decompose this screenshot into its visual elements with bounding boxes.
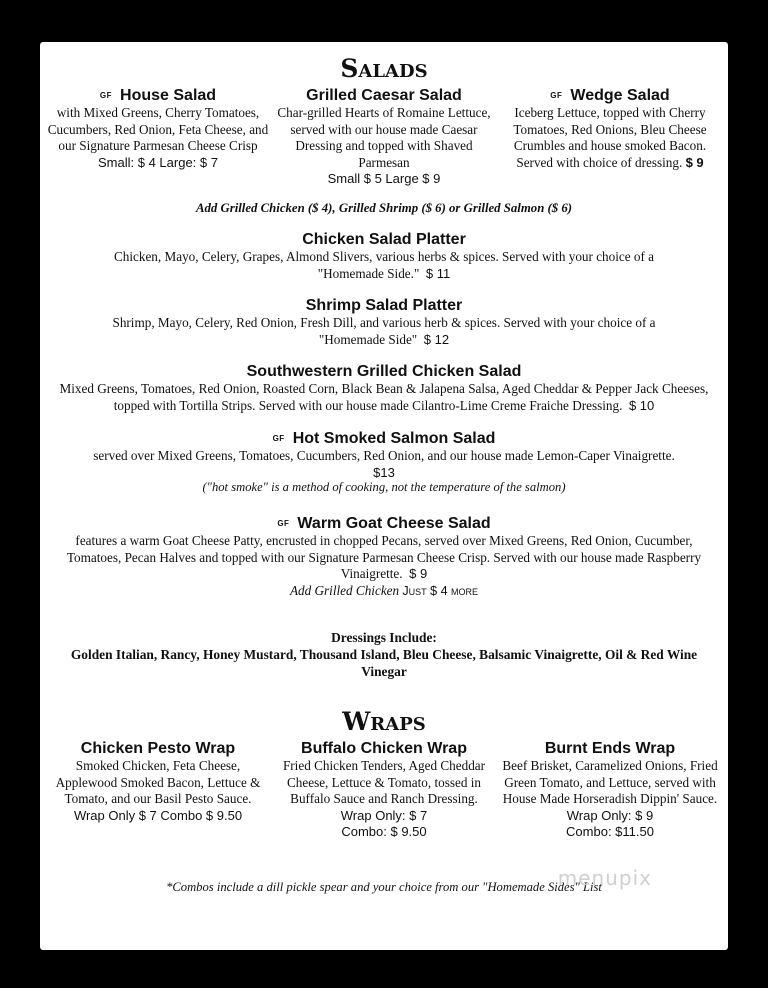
salads-section-title bbox=[40, 56, 728, 81]
top-salads-row bbox=[40, 87, 728, 188]
caesar-salad-name: Grilled Caesar Salad bbox=[306, 87, 462, 104]
burnt-ends-wrap-price-wrap: Wrap Only: $ 9 bbox=[566, 807, 654, 823]
salad-addons: Add Grilled Chicken ($ 4), Grilled Shrimp ($ 6) or Grilled Salmon ($ 6) bbox=[195, 201, 573, 215]
shrimp-salad-name: Shrimp Salad Platter bbox=[305, 297, 463, 314]
gluten-free-badge: GF bbox=[99, 91, 113, 100]
burnt-ends-wrap-name: Burnt Ends Wrap bbox=[544, 740, 676, 757]
wedge-salad-desc: Iceberg Lettuce, topped with Cherry Tomatoes, Red Onions, Bleu Cheese Crumbles and house smoked Bacon. Served with choice of dressing. bbox=[513, 105, 707, 171]
southwestern-salad bbox=[40, 363, 728, 414]
caesar-salad-desc: Char-grilled Hearts of Romaine Lettuce, served with our house made Caesar Dressing and topped with Shaved Parmesan bbox=[277, 105, 491, 170]
goat-cheese-addon-price: Just $ 4 more bbox=[402, 584, 478, 599]
wraps-section-title bbox=[40, 709, 728, 734]
smoked-salmon-note: ("hot smoke" is a method of cooking, not the temperature of the salmon) bbox=[202, 479, 566, 494]
house-salad-price: Small: $ 4 Large: $ 7 bbox=[98, 155, 218, 171]
shrimp-salad-platter bbox=[40, 297, 728, 348]
dressings-heading: Dressings Include: bbox=[331, 630, 437, 645]
smoked-salmon-name: Hot Smoked Salmon Salad bbox=[292, 430, 496, 448]
menu-page bbox=[40, 42, 728, 950]
chicken-pesto-wrap-desc: Smoked Chicken, Feta Cheese, Applewood Smoked Bacon, Lettuce & Tomato, and our Basil Pesto Sauce. bbox=[55, 758, 261, 807]
buffalo-chicken-wrap bbox=[272, 740, 496, 841]
dressings-block bbox=[40, 630, 728, 680]
chicken-salad-platter bbox=[40, 231, 728, 282]
house-salad-desc: with Mixed Greens, Cherry Tomatoes, Cucumbers, Red Onion, Feta Cheese, and our Signature Parmesan Cheese Crisp bbox=[47, 105, 269, 154]
salads-heading: Salads bbox=[340, 54, 428, 83]
combo-note: *Combos include a dill pickle spear and your choice from our "Homemade Sides" List bbox=[166, 880, 602, 894]
chicken-pesto-wrap bbox=[46, 740, 270, 841]
chicken-salad-desc: Chicken, Mayo, Celery, Grapes, Almond Slivers, various herbs & spices. Served with your choice of a "Homemade Side." bbox=[113, 249, 655, 281]
chicken-pesto-wrap-name: Chicken Pesto Wrap bbox=[80, 740, 236, 757]
goat-cheese-salad bbox=[40, 515, 728, 600]
house-salad-name: House Salad bbox=[120, 87, 217, 105]
caesar-salad-price: Small $ 5 Large $ 9 bbox=[327, 171, 441, 187]
buffalo-chicken-wrap-price-wrap: Wrap Only: $ 7 bbox=[340, 807, 428, 823]
buffalo-chicken-wrap-price-combo: Combo: $ 9.50 bbox=[341, 824, 427, 840]
goat-cheese-desc: features a warm Goat Cheese Patty, encrusted in chopped Pecans, served over Mixed Greens, Red Onion, Cucumber, Tomatoes, Pecan Halves and topped with our Signature Parmesan Cheese Crisp. Served with our house made Raspberry Vinaigrette. bbox=[66, 533, 702, 582]
southwestern-salad-price: $ 10 bbox=[628, 397, 655, 413]
dressings-list: Golden Italian, Rancy, Honey Mustard, Thousand Island, Bleu Cheese, Balsamic Vinaigrette, Oil & Red Wine Vinegar bbox=[70, 647, 698, 679]
shrimp-salad-desc: Shrimp, Mayo, Celery, Red Onion, Fresh Dill, and various herb & spices. Served with your choice of a "Homemade Side" bbox=[112, 315, 656, 347]
wraps-heading: Wraps bbox=[342, 707, 426, 736]
buffalo-chicken-wrap-desc: Fried Chicken Tenders, Aged Cheddar Cheese, Lettuce & Tomato, tossed in Buffalo Sauce and Ranch Dressing. bbox=[282, 758, 486, 807]
shrimp-salad-price: $ 12 bbox=[423, 331, 450, 347]
smoked-salmon-price: $13 bbox=[373, 464, 395, 480]
burnt-ends-wrap bbox=[498, 740, 722, 841]
goat-cheese-addon-label: Add Grilled Chicken bbox=[289, 583, 400, 599]
smoked-salmon-desc: served over Mixed Greens, Tomatoes, Cucumbers, Red Onion, and our house made Lemon-Caper Vinaigrette. bbox=[93, 448, 675, 464]
goat-cheese-name: Warm Goat Cheese Salad bbox=[297, 515, 491, 533]
chicken-salad-price: $ 11 bbox=[425, 265, 451, 281]
caesar-salad bbox=[272, 87, 496, 188]
burnt-ends-wrap-price-combo: Combo: $11.50 bbox=[566, 824, 654, 840]
smoked-salmon-salad bbox=[40, 430, 728, 495]
watermark-logo: menupix bbox=[557, 866, 652, 890]
gluten-free-badge: GF bbox=[272, 434, 285, 443]
southwestern-salad-desc: Mixed Greens, Tomatoes, Red Onion, Roasted Corn, Black Bean & Jalapena Salsa, Aged Cheddar & Pepper Jack Cheeses, topped with Tortilla Strips. Served with our house made Cilantro-Lime Creme Fraiche Dressing. bbox=[59, 381, 709, 413]
buffalo-chicken-wrap-name: Buffalo Chicken Wrap bbox=[301, 740, 467, 757]
wedge-salad bbox=[498, 87, 722, 188]
gluten-free-badge: GF bbox=[550, 91, 563, 100]
chicken-pesto-wrap-price: Wrap Only $ 7 Combo $ 9.50 bbox=[73, 807, 243, 823]
house-salad bbox=[46, 87, 270, 188]
chicken-salad-name: Chicken Salad Platter bbox=[302, 231, 466, 248]
wraps-row bbox=[40, 740, 728, 841]
gluten-free-badge: GF bbox=[277, 519, 290, 528]
southwestern-salad-name: Southwestern Grilled Chicken Salad bbox=[246, 363, 522, 380]
wedge-salad-name: Wedge Salad bbox=[570, 87, 670, 105]
burnt-ends-wrap-desc: Beef Brisket, Caramelized Onions, Fried Green Tomato, and Lettuce, served with House Made Horseradish Dippin' Sauce. bbox=[502, 758, 718, 807]
wedge-salad-price: $ 9 bbox=[685, 155, 704, 171]
goat-cheese-price: $ 9 bbox=[409, 566, 428, 582]
